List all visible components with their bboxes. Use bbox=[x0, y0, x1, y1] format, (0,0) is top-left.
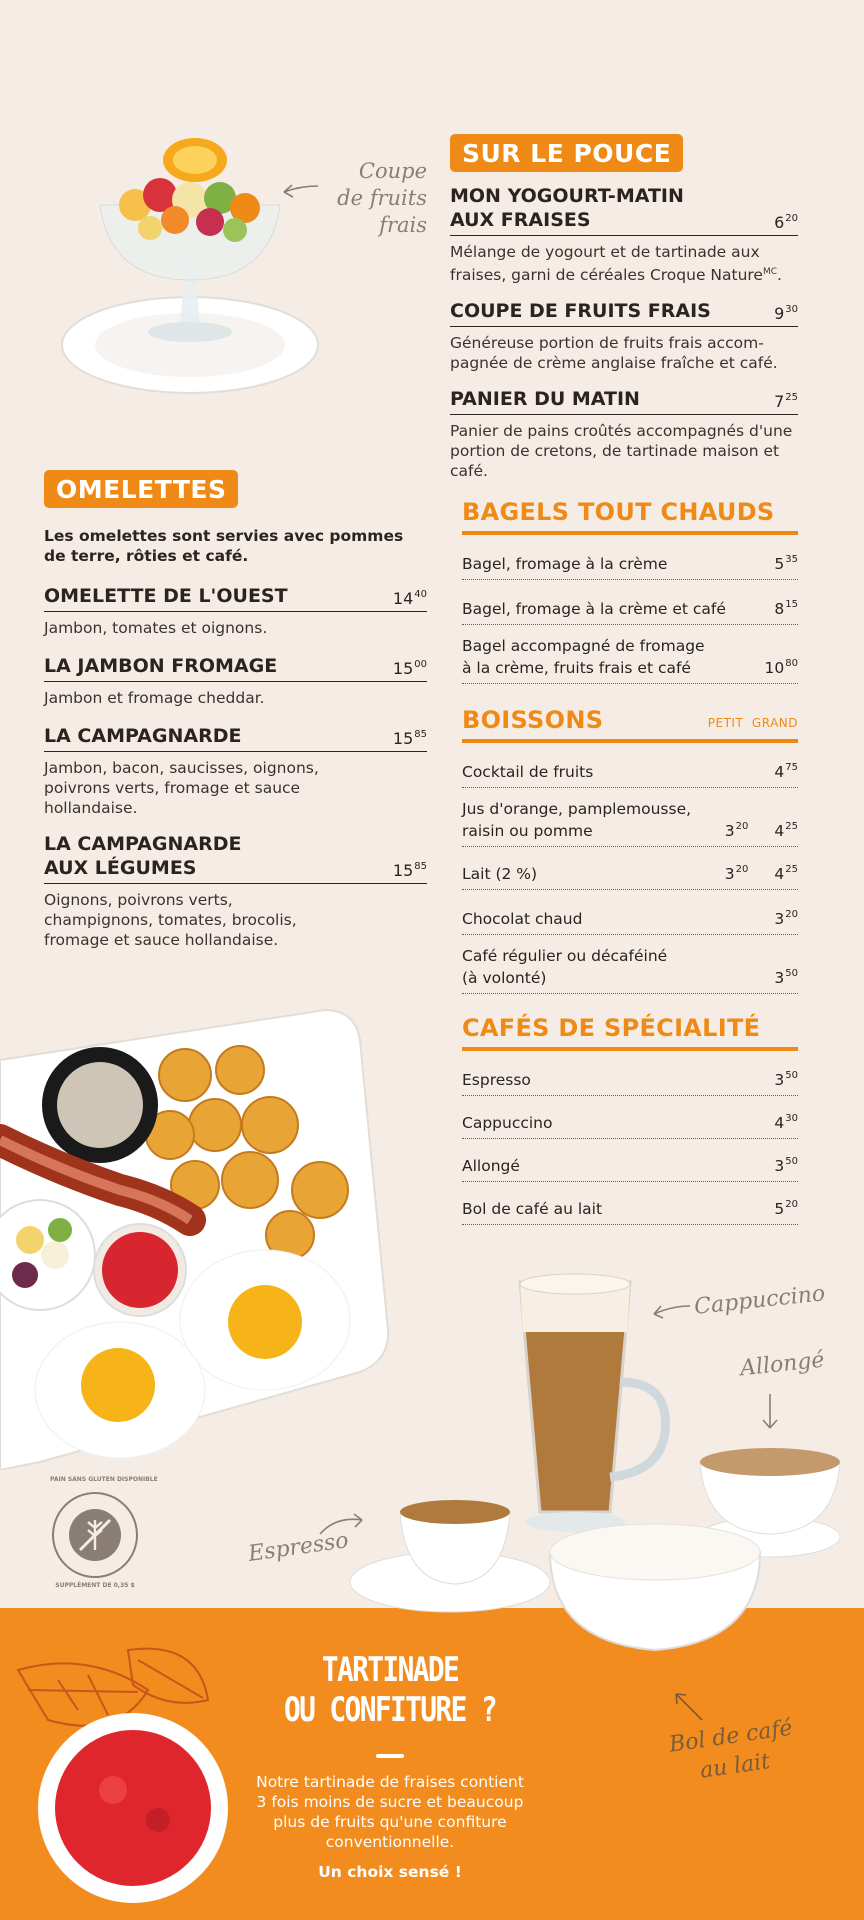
item-price: $15^{00}$ bbox=[392, 659, 427, 678]
item-name: LA JAMBON FROMAGE bbox=[44, 655, 278, 677]
section-title-cafes: CAFÉS DE SPÉCIALITÉ bbox=[462, 1014, 761, 1042]
section-badge-sur-le-pouce: SUR LE POUCE bbox=[450, 134, 683, 172]
strawberry-spread-image bbox=[8, 1630, 268, 1920]
gluten-free-badge bbox=[50, 1476, 158, 1589]
section-title-bagels: BAGELS TOUT CHAUDS bbox=[462, 498, 775, 526]
menu-item-ouest bbox=[44, 584, 427, 638]
menu-item-campagnarde-legumes bbox=[44, 832, 427, 950]
menu-row: Bagel accompagné de fromage à la crème, fruits frais et café $10^{80}$ bbox=[462, 625, 798, 684]
menu-row: Cocktail de fruits $4^{75}$ bbox=[462, 743, 798, 788]
item-price: $15^{85}$ bbox=[392, 861, 427, 880]
item-price: $15^{85}$ bbox=[392, 729, 427, 748]
promo-text: Notre tartinade de fraises contient 3 fois moins de sucre et beaucoup plus de fruits qu'une confiture conventionnelle. bbox=[256, 1773, 524, 1851]
item-name: LA CAMPAGNARDE bbox=[44, 833, 242, 855]
menu-row: Cappuccino $4^{30}$ bbox=[462, 1096, 798, 1139]
gluten-badge-top-text: PAIN SANS GLUTEN DISPONIBLE bbox=[50, 1476, 158, 1483]
item-description: Mélange de yogourt et de tartinade aux fraises, garni de céréales Croque Nature$^{MC}$. bbox=[450, 243, 782, 285]
cafes-section bbox=[462, 1014, 798, 1225]
item-description: Panier de pains croûtés accompagnés d'une portion de cretons, de tartinade maison et café. bbox=[450, 422, 793, 481]
fruit-cup-image bbox=[55, 120, 325, 405]
promo-title: TARTINADE OU CONFITURE ? bbox=[283, 1650, 497, 1730]
boissons-section bbox=[462, 706, 798, 994]
cappuccino-caption: Cappuccino bbox=[693, 1281, 827, 1320]
menu-row: Espresso $3^{50}$ bbox=[462, 1051, 798, 1096]
item-price: $7^{25}$ bbox=[774, 392, 798, 412]
item-description: Jambon, tomates et oignons. bbox=[44, 619, 268, 637]
item-description: Oignons, poivrons verts, champignons, tomates, brocolis, fromage et sauce hollandaise. bbox=[44, 891, 297, 949]
menu-row: Bagel, fromage à la crème $5^{35}$ bbox=[462, 535, 798, 580]
size-label-petit: PETIT bbox=[707, 716, 744, 730]
menu-row: Allongé $3^{50}$ bbox=[462, 1139, 798, 1182]
menu-row: Lait (2 %) $3^{20}$ $4^{25}$ bbox=[462, 847, 798, 890]
size-label-grand: GRAND bbox=[751, 716, 798, 730]
menu-item-coupe-fruits bbox=[450, 299, 798, 373]
gluten-badge-bottom-text: SUPPLÉMENT DE 0,35 $ bbox=[55, 1582, 135, 1589]
wheat-crossed-icon bbox=[50, 1490, 140, 1580]
espresso-caption: Espresso bbox=[246, 1528, 351, 1567]
item-name: COUPE DE FRUITS FRAIS bbox=[450, 300, 711, 323]
item-description: Généreuse portion de fruits frais accom-pagnée de crème anglaise fraîche et café. bbox=[450, 334, 778, 373]
omelettes-intro: Les omelettes sont servies avec pommes de terre, rôties et café. bbox=[44, 527, 404, 565]
arrow-icon bbox=[758, 1392, 782, 1432]
sur-le-pouce-section bbox=[450, 134, 798, 481]
item-name: PANIER DU MATIN bbox=[450, 388, 640, 411]
menu-row: Chocolat chaud $3^{20}$ bbox=[462, 890, 798, 935]
promo-content bbox=[240, 1650, 540, 1882]
section-badge-omelettes: OMELETTES bbox=[44, 470, 238, 508]
omelettes-section bbox=[44, 470, 427, 950]
allonge-caption: Allongé bbox=[738, 1347, 826, 1382]
item-name: AUX FRAISES bbox=[450, 209, 591, 231]
promo-tagline: Un choix sensé ! bbox=[318, 1863, 462, 1881]
item-name: LA CAMPAGNARDE bbox=[44, 725, 242, 747]
item-name: OMELETTE DE L'OUEST bbox=[44, 585, 288, 607]
menu-item-panier bbox=[450, 387, 798, 481]
menu-row: Café régulier ou décaféiné (à volonté) $3^{50}$ bbox=[462, 935, 798, 994]
menu-item-jambon-fromage bbox=[44, 654, 427, 708]
bol-caption: Bol de café au lait bbox=[667, 1715, 795, 1784]
bagels-section bbox=[462, 498, 798, 684]
arrow-icon bbox=[650, 1300, 692, 1320]
item-description: Jambon et fromage cheddar. bbox=[44, 689, 265, 707]
menu-row: Jus d'orange, pamplemousse, raisin ou pomme $3^{20}$ $4^{25}$ bbox=[462, 788, 798, 847]
section-title-boissons: BOISSONS bbox=[462, 706, 604, 734]
promo-divider bbox=[376, 1754, 404, 1758]
item-name: AUX LÉGUMES bbox=[44, 857, 197, 879]
item-price: $9^{30}$ bbox=[774, 304, 798, 324]
coffee-cups-image bbox=[340, 1262, 850, 1682]
fruit-cup-caption: Coupe de fruits frais bbox=[337, 159, 427, 237]
menu-row: Bol de café au lait $5^{20}$ bbox=[462, 1182, 798, 1225]
arrow-icon bbox=[672, 1690, 706, 1724]
item-name: MON YOGOURT-MATIN bbox=[450, 185, 684, 207]
menu-row: Bagel, fromage à la crème et café $8^{15}$ bbox=[462, 580, 798, 625]
item-description: Jambon, bacon, saucisses, oignons, poivrons verts, fromage et sauce hollandaise. bbox=[44, 759, 319, 817]
item-price: $6^{20}$ bbox=[774, 213, 798, 232]
item-price: $14^{40}$ bbox=[392, 589, 427, 608]
menu-item-campagnarde bbox=[44, 724, 427, 818]
menu-item-yogourt bbox=[450, 184, 798, 285]
